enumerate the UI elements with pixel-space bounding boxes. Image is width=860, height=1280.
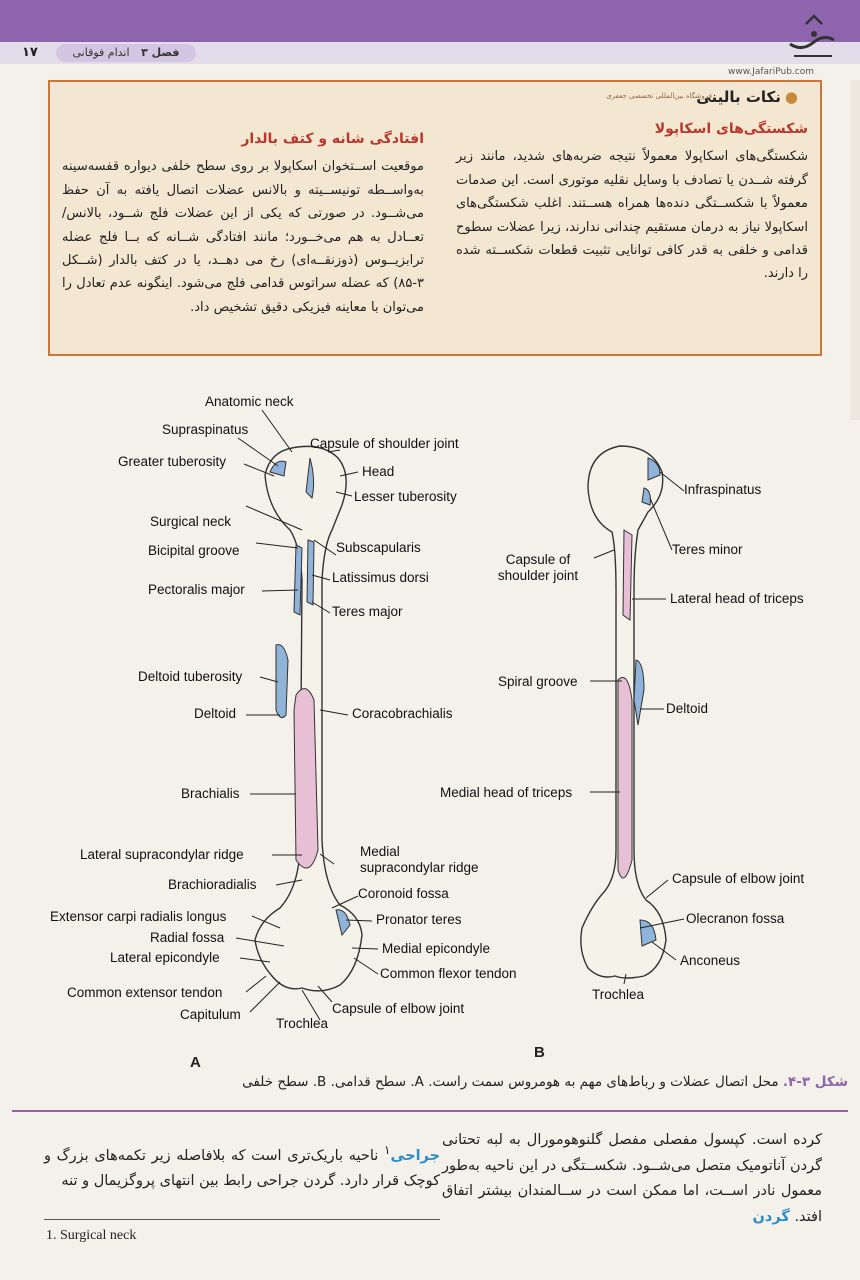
label-brachialis: Brachialis [181,786,240,801]
chapter-title: اندام فوقانی [72,46,130,59]
label-bicipital-groove: Bicipital groove [148,543,240,558]
caption-label: شکل ۳-۴. [782,1074,848,1090]
label-medial-supracondylar-ridge: Medial supracondylar ridge [360,844,479,875]
term-neck: گردن [752,1208,790,1225]
label-latissimus-dorsi: Latissimus dorsi [332,570,429,585]
label-infraspinatus: Infraspinatus [684,482,762,497]
muscle-area-pectoralis [294,545,302,615]
label-lesser-tuberosity: Lesser tuberosity [354,489,457,504]
label-anatomic-neck: Anatomic neck [205,394,294,409]
note-winged-scapula [62,128,424,319]
label-deltoid-tuberosity: Deltoid tuberosity [138,669,243,684]
note-body: شکستگی‌های اسکاپولا معمولاً نتیجه ضربه‌های شدید، مانند زیر گرفته شــدن یا تصادف با وسایل نقلیه موتوری است. این صدمات معمولاً با شکســتگی دنده‌ها همراه هســتند. اغلب شکستگی‌های اسکاپولا نیاز به درمان مستقیم چندانی ندارند، زیرا عضلات سطوح قدامی و خلفی به قدر کافی توانایی تثبیت قطعات شکســته شده را دارند. [456,149,808,282]
muscle-area-medial-head [618,678,632,879]
label-common-flexor-tendon: Common flexor tendon [380,966,517,981]
lightbulb-icon: ● [784,88,798,106]
label-lateral-head-triceps: Lateral head of triceps [670,591,804,606]
label-deltoid: Deltoid [194,706,237,721]
label-subscapularis: Subscapularis [336,540,421,555]
page-edge [850,80,860,420]
label-supraspinatus: Supraspinatus [162,422,249,437]
label-common-extensor-tendon: Common extensor tendon [67,985,223,1000]
note-heading: شکستگی‌های اسکاپولا [654,121,808,137]
footnote-divider [44,1219,440,1220]
caption-text: محل اتصال عضلات و رباط‌های مهم به هومروس سمت راست. A. سطح قدامی. B. سطح خلفی [242,1074,779,1090]
clinical-notes-box [48,80,822,356]
label-coronoid-fossa: Coronoid fossa [358,886,449,901]
term-surgical: جراحی [390,1147,441,1164]
top-color-band [0,0,860,42]
label-olecranon-fossa: Olecranon fossa [686,911,785,926]
footnote: 1. Surgical neck [46,1228,137,1243]
humerus-figure [40,380,830,1070]
muscle-area-deltoid [276,645,288,718]
label-surgical-neck: Surgical neck [150,514,232,529]
figure-caption [12,1072,848,1092]
label-trochlea-a: Trochlea [276,1016,329,1031]
label-anconeus: Anconeus [680,953,741,968]
label-medial-head-triceps: Medial head of triceps [440,785,573,800]
label-spiral-groove: Spiral groove [498,674,578,689]
label-pronator-teres: Pronator teres [376,912,462,927]
page-number: ۱۷ [22,45,38,60]
muscle-area-lateral-head [623,530,632,620]
chapter-number: فصل ۳ [141,46,180,59]
label-medial-epicondyle: Medial epicondyle [382,941,491,956]
label-trochlea-b: Trochlea [592,987,645,1002]
label-coracobrachialis: Coracobrachialis [352,706,453,721]
note-body: موقعیت اســتخوان اسکاپولا بر روی سطح خلفی دیواره قفسه‌سینه به‌واســطه تونیســیته و بالانس عضلات اتصال یافته به آن حفظ می‌شــود. در صورتی که یکی از این عضلات فلج شــود، بالانس/تعــادل به هم می‌خــورد؛ مانند افتادگی شــانه که بــا فلج عضله ترابزیــوس (ذوزنقــه‌ای) رخ می دهــد، یا در کتف بالدار (شــکل ۳-۸۵) که عضله سراتوس قدامی فلج می‌شود. اینگونه عدم تعادل را می‌توان با معاینه فیزیکی دقیق تشخیص داد. [62,159,424,315]
chapter-pill [56,44,196,62]
label-capsule-elbow-joint-b: Capsule of elbow joint [672,871,805,886]
caption-divider [12,1110,848,1112]
clinical-notes-title: ●نکات بالینی [696,88,798,106]
label-teres-major: Teres major [332,604,403,619]
body-text-left: ناحیه باریک‌تری است که بلافاصله زیر تکمه‌های بزرگ و کوچک قرار دارد. گردن جراحی رابط بین انتهای پروگزیمال و تنه [44,1147,440,1190]
footnote-marker: ۱ [383,1143,391,1157]
box-watermark: فروشگاه بین‌المللی تخصصی جعفری [606,92,712,100]
label-deltoid-b: Deltoid [666,701,709,716]
label-capitulum: Capitulum [180,1007,241,1022]
label-head: Head [362,464,395,479]
label-extensor-carpi-radialis-longus: Extensor carpi radialis longus [50,909,227,924]
muscle-area-deltoid-b [634,660,644,725]
note-heading: افتادگی شانه و کتف بالدار [241,131,424,147]
label-greater-tuberosity: Greater tuberosity [118,454,227,469]
body-column-left [44,1138,440,1195]
label-lateral-supracondylar-ridge: Lateral supracondylar ridge [80,847,244,862]
panel-letter-b: B [534,1044,545,1061]
body-column-right [442,1128,822,1230]
panel-letter-a: A [190,1054,201,1071]
body-text-right: کرده است. کپسول مفصلی مفصل گلنوهومورال به لبه تحتانی گردن آناتومیک متصل می‌شــود. شکســتگی در این ناحیه به‌طور معمول نادر اســت، اما ممکن است در ســالمندان بیشتر اتفاق افتد. [442,1132,822,1225]
label-capsule-shoulder-joint-b: Capsule of shoulder joint [497,552,579,583]
label-teres-minor: Teres minor [672,542,743,557]
label-capsule-shoulder-joint: Capsule of shoulder joint [310,436,459,451]
publisher-url: www.JafariPub.com [728,67,814,77]
label-radial-fossa: Radial fossa [150,930,225,945]
label-brachioradialis: Brachioradialis [168,877,257,892]
label-capsule-elbow-joint: Capsule of elbow joint [332,1001,465,1016]
muscle-area-brachialis [294,689,318,868]
label-pectoralis-major: Pectoralis major [148,582,245,597]
publisher-logo-icon [784,12,840,62]
note-scapula-fractures [456,118,808,286]
muscle-area-latissimus [307,540,314,605]
label-lateral-epicondyle: Lateral epicondyle [110,950,220,965]
